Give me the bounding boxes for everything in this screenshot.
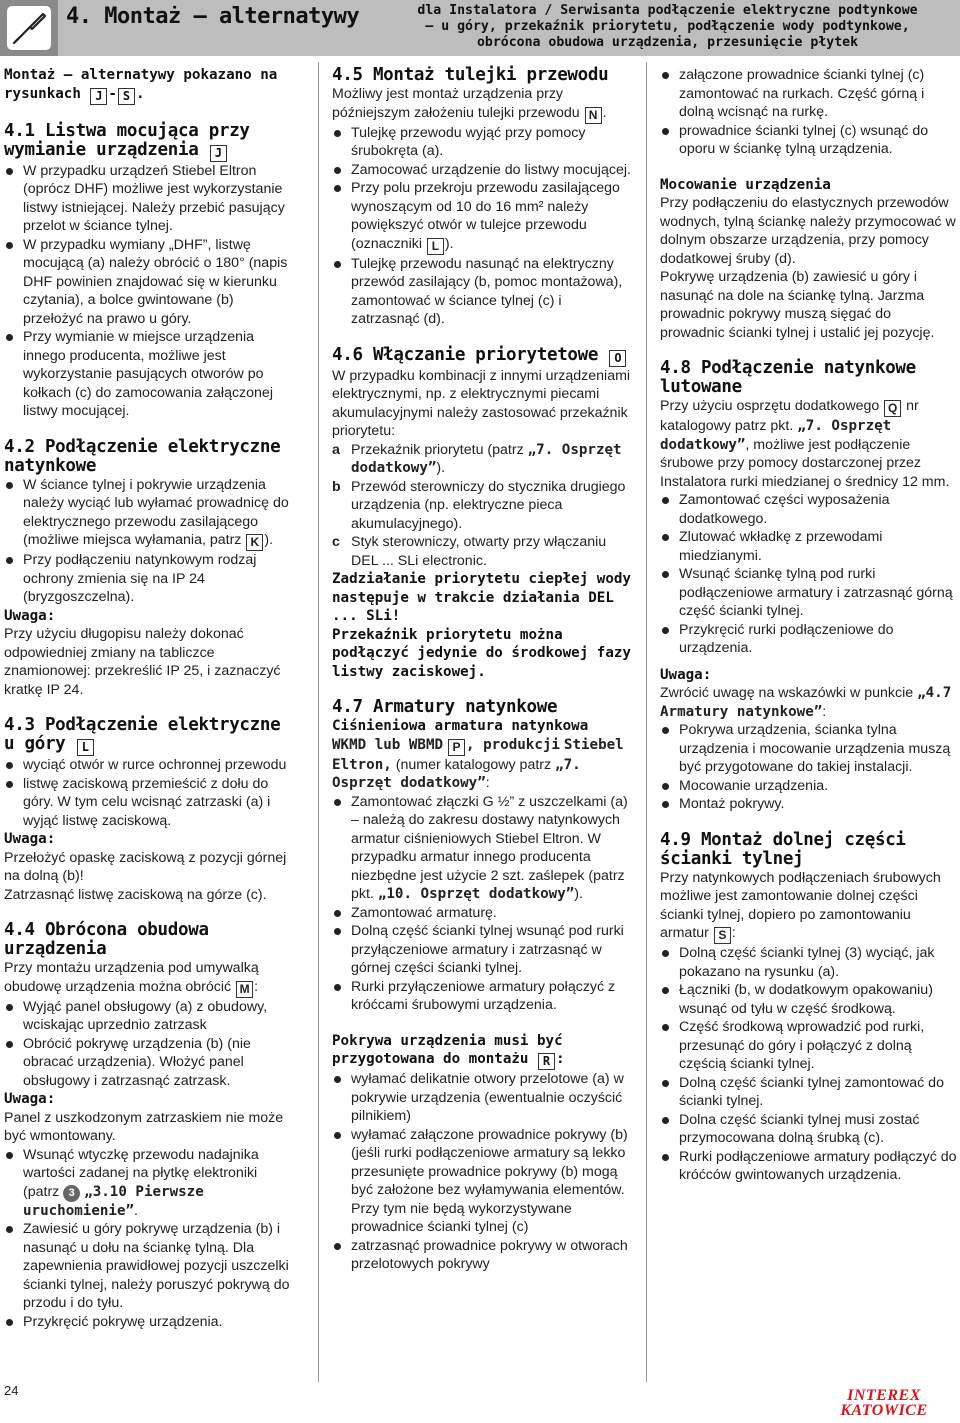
list-4-8 xyxy=(660,491,958,658)
subheading: Ciśnieniowa armatura natynkowa xyxy=(332,718,589,734)
section-heading-4-7: 4.7 Armatury natynkowe xyxy=(332,697,558,717)
note-text: Panel z uszkodzonym zatrzaskiem nie może być wmontowany. xyxy=(4,1109,284,1144)
list-item: Zlutować wkładkę z przewodami miedzianymi. xyxy=(660,528,958,565)
list-4-9 xyxy=(660,944,958,1185)
note-text: Zwrócić uwagę na wskazówki w punkcie „4.7 Armatury natynkowe”: xyxy=(660,685,952,720)
list-item: Przy polu przekroju przewodu zasilającego wynoszącym od 10 do 16 mm² należy powiększyć otwór w tulejce przewodu (oznaczniki L ). xyxy=(332,179,632,255)
column-divider xyxy=(646,62,647,1382)
section-heading-4-9: 4.9 Montaż dolnej części ścianki tylnej xyxy=(660,829,906,869)
note-text: Przełożyć opaskę zaciskową z pozycji górnej na dolną (b)! xyxy=(4,849,287,884)
figure-ref: L xyxy=(77,739,94,756)
list-item: Wyjąć panel obsługowy (a) z obudowy, wciskając uprzednio zatrzask xyxy=(4,998,290,1035)
figure-ref: L xyxy=(427,238,444,255)
paragraph: Pokrywę urządzenia (b) zawiesić u góry i nasunąć na dole na ściankę tylną. Jarzma prowadnic pokrywy muszą sięgać do prowadnic ścianki tylnej i ustalić jej pozycję. xyxy=(660,269,935,341)
interex-logo: INTEREX KATOWICE xyxy=(840,1387,928,1419)
section-heading-4-4: 4.4 Obrócona obudowa urządzenia xyxy=(4,920,209,959)
column-3 xyxy=(660,66,958,1185)
header-icon-block xyxy=(0,0,58,56)
cross-reference: „10. Osprzęt dodatkowy” xyxy=(377,886,575,902)
column-1 xyxy=(4,66,290,1331)
list-item: Dolną część ścianki tylnej (3) wyciąć, jak pokazano na rysunku (a). xyxy=(660,944,958,981)
screwdriver-icon xyxy=(7,6,51,50)
list-item: Rurki podłączeniowe armatury podłączyć do króćców gwintowanych urządzenia. xyxy=(660,1148,958,1185)
lettered-item: b Przewód sterowniczy do stycznika drugiego urządzenia (np. elektryczne pieca akumulacyjnego). xyxy=(332,478,626,532)
section-heading-4-1: 4.1 Listwa mocująca przy wymianie urządzenia J xyxy=(4,120,250,160)
circled-number-icon: 3 xyxy=(63,1185,80,1202)
list-item: Przy podłączeniu natynkowym rodzaj ochrony zmienia się na IP 24 (bryzgoszczelna). xyxy=(4,551,290,607)
list-4-4b xyxy=(4,1146,290,1332)
list-item: załączone prowadnice ścianki tylnej (c) zamontować na rurkach. Część górną i dolną wcisnąć na rurkę. xyxy=(660,66,958,122)
list-item: Rurki przyłączeniowe armatury połączyć z króćcami śrubowymi urządzenia. xyxy=(332,978,632,1015)
list-continued xyxy=(660,66,958,159)
list-4-4 xyxy=(4,998,290,1091)
note-label: Uwaga: xyxy=(4,831,56,847)
figure-ref: P xyxy=(448,739,465,756)
section-heading-4-3: 4.3 Podłączenie elektryczne u góry L xyxy=(4,715,281,754)
lettered-item: c Styk sterowniczy, otwarty przy włączaniu DEL ... SLi electronic. xyxy=(332,534,607,569)
list-note xyxy=(660,721,958,814)
list-item: Mocowanie urządzenia. xyxy=(660,777,958,796)
list-4-2 xyxy=(4,476,290,607)
figure-ref: S xyxy=(714,927,731,944)
section-intro: Możliwy jest montaż urządzenia przy późniejszym założeniu tulejki przewodu N . xyxy=(332,86,607,122)
chapter-title: 4. Montaż – alternatywy xyxy=(66,4,360,29)
list-item: prowadnice ścianki tylnej (c) wsunąć do oporu w ściankę tylną urządzenia. xyxy=(660,122,958,159)
bold-notice: Zadziałanie priorytetu ciepłej wody następuje w trakcie działania DEL ... SLi! xyxy=(332,571,631,624)
list-4-5 xyxy=(332,124,632,329)
list-item: Wsunąć wtyczkę przewodu nadajnika wartości zadanej na płytkę elektroniki (patrz 3 „3.10 Pierwsze uruchomienie”. xyxy=(4,1146,290,1221)
lettered-item: a Przekaźnik priorytetu (patrz „7. Osprzęt dodatkowy”). xyxy=(332,441,622,476)
section-heading-4-2: 4.2 Podłączenie elektryczne natynkowe xyxy=(4,436,281,476)
figure-ref: O xyxy=(609,350,626,367)
list-item: Pokrywa urządzenia, ścianka tylna urządzenia i mocowanie urządzenia muszą być przygotowane do takiej instalacji. xyxy=(660,721,958,777)
list-item: Zawiesić u góry pokrywę urządzenia (b) i nasunąć u dołu na ściankę tylną. Dla zapewnienia prawidłowej pozycji uszczelki ścianki tylnej, należy poruszyć pokrywą do przodu i do tyłu. xyxy=(4,1220,290,1313)
section-intro: W przypadku kombinacji z innymi urządzeniami elektrycznymi, np. z elektrycznymi piecami akumulacyjnymi należy zastosować przekaźnik priorytetu: xyxy=(332,367,631,439)
list-item: Montaż pokrywy. xyxy=(660,795,958,814)
page-number: 24 xyxy=(4,1383,19,1398)
list-item: Przykręcić rurki podłączeniowe do urządzenia. xyxy=(660,621,958,658)
list-item: Część środkową wprowadzić pod rurki, przesunąć do góry i połączyć z dolną częścią ścianki tylnej. xyxy=(660,1018,958,1074)
list-item: Tulejkę przewodu nasunąć na elektryczny przewód zasilający (b, pomoc montażowa), zamontować w ściance tylnej (c) i zatrzasnąć (d). xyxy=(332,255,632,329)
list-item: Tulejkę przewodu wyjąć przy pomocy śrubokręta (a). xyxy=(332,124,632,161)
list-item: W przypadku wymiany „DHF”, listwę mocującą (a) należy obrócić o 180° (napis DHF powinien znajdować się w kierunku czytania), a bolce gwintowane (b) przełożyć na prawo u góry. xyxy=(4,236,290,329)
list-item: Przykręcić pokrywę urządzenia. xyxy=(4,1313,290,1332)
cross-reference: „7. Osprzęt dodatkowy” xyxy=(332,756,581,791)
figure-ref: J xyxy=(210,145,227,162)
column-divider xyxy=(318,62,319,1382)
list-item: Dolna część ścianki tylnej musi zostać przymocowana dolną śrubką (c). xyxy=(660,1111,958,1148)
cross-reference: „7. Osprzęt dodatkowy” xyxy=(660,418,892,453)
list-4-3 xyxy=(4,756,290,830)
list-item: Wsunąć ściankę tylną pod rurki podłączeniowe armatury i zatrzasnąć górną część ścianki tylnej. xyxy=(660,565,958,621)
figure-ref: Q xyxy=(884,400,901,417)
page-header xyxy=(0,0,960,56)
cross-reference: „4.7 Armatury natynkowe” xyxy=(660,685,952,720)
list-item: W przypadku urządzeń Stiebel Eltron (oprócz DHF) możliwe jest wykorzystanie listwy istniejącej. Należy przebić pasujący przelot w ściance tylnej. xyxy=(4,162,290,236)
list-item: Obrócić pokrywę urządzenia (b) (nie obracać urządzenia). Włożyć panel obsługowy i zatrzasnąć zatrzask. xyxy=(4,1035,290,1091)
figure-ref: K xyxy=(246,534,263,551)
list-4-7 xyxy=(332,793,632,1015)
figure-ref: M xyxy=(236,981,253,998)
note-label: Uwaga: xyxy=(4,1091,56,1107)
section-heading-4-5: 4.5 Montaż tulejki przewodu xyxy=(332,65,609,85)
figure-ref: R xyxy=(538,1053,555,1070)
note-text: Zatrzasnąć listwę zaciskową na górze (c). xyxy=(4,886,267,903)
list-item: Przy wymianie w miejsce urządzenia innego producenta, możliwe jest wykorzystanie pasujących otworów po kołkach (c) do zamocowania załączonej listwy mocującej. xyxy=(4,328,290,421)
list-item: W ściance tylnej i pokrywie urządzenia należy wyciąć lub wyłamać prowadnicę do elektrycznego przewodu zasilającego (możliwe miejsca wyłamania, patrz K ). xyxy=(4,476,290,552)
subheading: Pokrywa urządzenia musi być przygotowana do montażu R : xyxy=(332,1032,565,1068)
note-label: Uwaga: xyxy=(4,607,56,624)
section-heading-4-8: 4.8 Podłączenie natynkowe lutowane xyxy=(660,358,916,397)
list-item: wyłamać delikatnie otwory przelotowe (a) w pokrywie urządzenia (ewentualnie oczyścić pilnikiem) xyxy=(332,1070,632,1126)
list-item: Zamontować części wyposażenia dodatkowego. xyxy=(660,491,958,528)
list-item: wyłamać załączone prowadnice pokrywy (b) (jeśli rurki podłączeniowe armatury są lekko przesunięte prowadnice pokrywy (b) mogą być założone bez wyłamywania elementów. Przy tym nie będą wykorzystywane prowadnice ścianki tylnej (c) xyxy=(332,1126,632,1237)
list-item: Zamontować armaturę. xyxy=(332,904,632,923)
list-item: Zamontować złączki G ½” z uszczelkami (a) – należą do zakresu dostawy natynkowych armatur ciśnieniowych Stiebel Eltron. W przypadku armatur innego producenta niezbędne jest użycie 2 szt. zaślepek (patrz pkt. „10. Osprzęt dodatkowy”). xyxy=(332,793,632,904)
section-intro: Przy natynkowych podłączeniach śrubowych możliwe jest zamontowanie dolnej części ścianki tylnej, dopiero po zamontowaniu armatur S : xyxy=(660,869,941,942)
note-label: Uwaga: xyxy=(660,666,712,683)
cross-reference: „3.10 Pierwsze uruchomienie” xyxy=(23,1183,204,1219)
note-text: Przy użyciu długopisu należy dokonać odpowiedniej zmiany na tabliczce znamionowej: przekreślić IP 25, i zaznaczyć kratkę IP 24. xyxy=(4,626,281,698)
section-intro: Przy użyciu osprzętu dodatkowego Q nr katalogowy patrz pkt. „7. Osprzęt dodatkowy”, możliwe jest podłączenie śrubowe przy pomocy dostarczonej przez Instalatora rurki miedzianej o średnicy 12 mm. xyxy=(660,398,950,490)
list-item: Łączniki (b, w dodatkowym opakowaniu) wsunąć od tyłu w część środkową. xyxy=(660,981,958,1018)
section-heading-4-6: 4.6 Włączanie priorytetowe O xyxy=(332,346,632,367)
figure-ref: N xyxy=(585,107,602,124)
column-2 xyxy=(332,66,632,1274)
subheading: Mocowanie urządzenia xyxy=(660,176,831,193)
section-intro: Przy montażu urządzenia pod umywalką obudowę urządzenia można obrócić M : xyxy=(4,960,259,996)
list-item: wyciąć otwór w rurce ochronnej przewodu xyxy=(4,756,290,775)
figure-ref: S xyxy=(118,88,135,105)
chapter-subtitle: dla Instalatora / Serwisanta podłączenie elektryczne podtynkowe – u góry, przekaźnik priorytetu, podłączenie wody podtynkowe, obrócona obudowa urządzenia, przesunięcie płytek xyxy=(417,3,918,50)
list-item: Dolną część ścianki tylnej zamontować do ścianki tylnej. xyxy=(660,1074,958,1111)
intro-text: Montaż – alternatywy pokazano na rysunkach J - S . xyxy=(4,67,278,103)
list-item: listwę zaciskową przemieścić z dołu do góry. W tym celu wcisnąć zatrzaski (a) i wyjąć listwę zaciskową. xyxy=(4,775,290,831)
list-item: zatrzasnąć prowadnice pokrywy w otworach przelotowych pokrywy xyxy=(332,1237,632,1274)
list-item: Dolną część ścianki tylnej wsunąć pod rurki przyłączeniowe armatury i zatrzasnąć w górnej części ścianki tylnej. xyxy=(332,922,632,978)
paragraph: Przy podłączeniu do elastycznych przewodów wodnych, tylną ściankę należy przymocować w dolnym obszarze urządzenia, przy pomocy dodatkowej śruby (d). xyxy=(660,195,956,267)
list-4-1 xyxy=(4,162,290,421)
subheading: WKMD lub WBMD P , produkcji Stiebel Eltron, (numer katalogowy patrz „7. Osprzęt dodatkowy”: xyxy=(332,736,624,791)
list-item: Zamocować urządzenie do listwy mocującej. xyxy=(332,161,632,180)
list-pokrywa xyxy=(332,1070,632,1274)
figure-ref: J xyxy=(90,88,107,105)
bold-notice: Przekaźnik priorytetu można podłączyć jedynie do środkowej fazy listwy zaciskowej. xyxy=(332,626,631,680)
cross-reference: „7. Osprzęt dodatkowy” xyxy=(351,441,622,476)
